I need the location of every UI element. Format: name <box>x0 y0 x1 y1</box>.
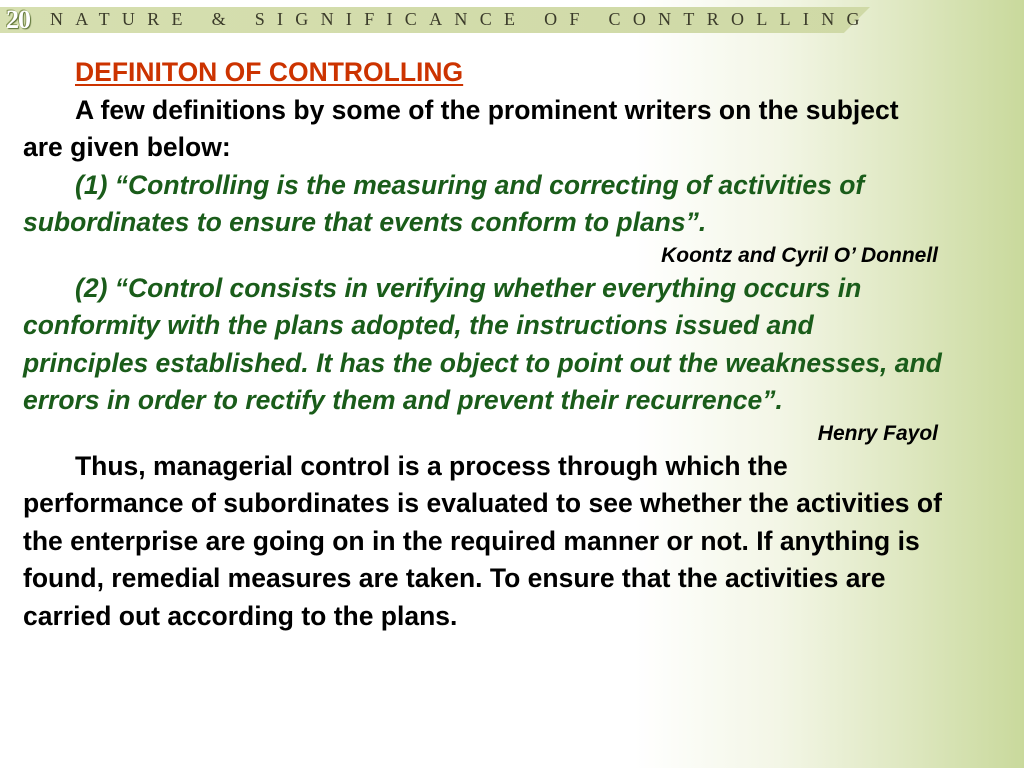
attribution-1: Koontz and Cyril O’ Donnell <box>661 243 938 267</box>
conclusion-paragraph: Thus, managerial control is a process through which the performance of subordinates is evaluated to see whether the activities of the enterprise are going on in the required manner or not. If anything is found, remedial measures are taken. To ensure that the activities are carried out according to the plans. <box>23 450 942 631</box>
definition-quote-2: (2) “Control consists in verifying whether everything occurs in conformity with the plans adopted, the instructions issued and principles established. It has the object to point out the weaknesses, and errors in order to rectify them and prevent their recurrence”. <box>23 272 942 415</box>
slide-content <box>23 54 943 635</box>
definition-quote-1: (1) “Controlling is the measuring and correcting of activities of subordinates to ensure that events conform to plans”. <box>23 169 865 237</box>
intro-paragraph: A few definitions by some of the prominent writers on the subject are given below: <box>23 94 899 162</box>
slide-title: NATURE & SIGNIFICANCE OF CONTROLLING <box>50 9 872 29</box>
attribution-2: Henry Fayol <box>817 421 938 445</box>
section-heading: DEFINITON OF CONTROLLING <box>75 57 464 87</box>
slide-number: 20 <box>6 5 30 34</box>
